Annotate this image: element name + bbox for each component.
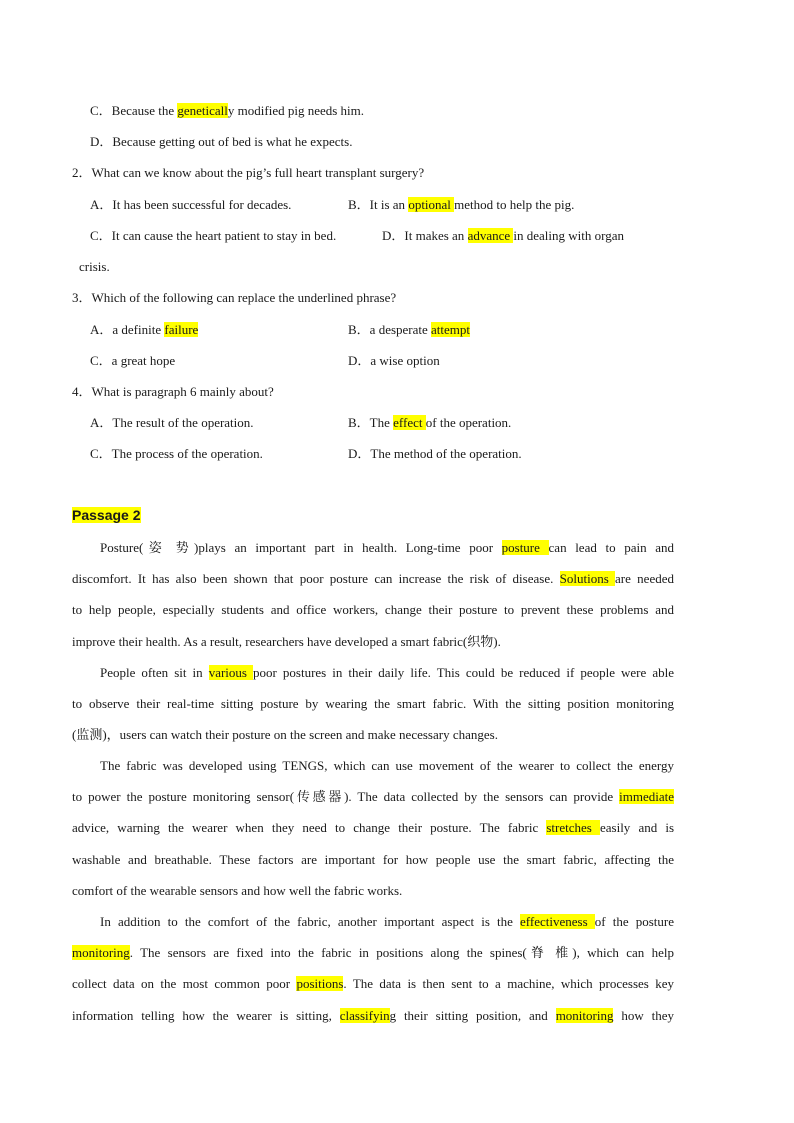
highlight: failure (164, 322, 199, 337)
q2-stem: 2．What can we know about the pig’s full heart transplant surgery? (72, 165, 425, 180)
q4-option-d: D．The method of the operation. (348, 446, 522, 461)
q3-option-b: B．a desperate attempt (348, 322, 471, 337)
q1-option-c: C．Because the genetically modified pig needs him. (90, 103, 365, 118)
q2-option-d-cont: crisis. (79, 259, 110, 274)
passage-paragraph-2: People often sit in various poor postures in their daily life. This could be reduced if people were able to observe their real-time sitting posture by wearing the smart fabric. With the sitting position monitoring (监测)，users can watch their posture on the screen and make necessary changes. (72, 665, 674, 743)
passage-paragraph-1: Posture(姿 势)plays an important part in health. Long-time poor posture can lead to pain and discomfort. It has also been shown that poor posture can increase the risk of disease. Solutions are needed to help people, especially students and office workers, change their posture to prevent these problems and improve their health. As a result, researchers have developed a smart fabric(织物). (72, 540, 674, 649)
highlight: advance (467, 228, 514, 243)
q4-option-b: B．The effect of the operation. (348, 415, 512, 430)
q1-option-d: D．Because getting out of bed is what he expects. (90, 134, 353, 149)
passage-paragraph-3: The fabric was developed using TENGS, which can use movement of the wearer to collect the energy to power the posture monitoring sensor(传感器). The data collected by the sensors can provide immediate advice, warning the wearer when they need to change their posture. The fabric stretches easily and is washable and breathable. These factors are important for how people use the smart fabric, affecting the comfort of the wearable sensors and how well the fabric works. (72, 758, 675, 898)
q2-option-d: D．It makes an advance in dealing with organ (382, 228, 625, 243)
highlight: optional (408, 197, 455, 212)
q4-option-a: A．The result of the operation. (90, 415, 254, 430)
highlight: geneticall (177, 103, 228, 118)
q3-stem: 3．Which of the following can replace the underlined phrase? (72, 290, 397, 305)
passage-title: Passage 2 (72, 507, 141, 523)
highlight: effect (393, 415, 426, 430)
q3-option-a: A．a definite failure (90, 322, 199, 337)
highlight: attempt (431, 322, 471, 337)
q2-option-c: C．It can cause the heart patient to stay in bed. (90, 228, 337, 243)
q2-option-b: B．It is an optional method to help the pig. (348, 197, 575, 212)
passage-paragraph-4: In addition to the comfort of the fabric, another important aspect is the effectiveness of the posture monitoring. The sensors are fixed into the fabric in positions along the spines(脊 椎), which can help collect data on the most common poor positions. The data is then sent to a machine, which processes key information telling how the wearer is sitting, classifying their sitting position, and monitoring how they (72, 914, 674, 1023)
q4-stem: 4．What is paragraph 6 mainly about? (72, 384, 274, 399)
q3-option-c: C．a great hope (90, 353, 176, 368)
q4-option-c: C．The process of the operation. (90, 446, 263, 461)
q2-option-a: A．It has been successful for decades. (90, 197, 292, 212)
q3-option-d: D．a wise option (348, 353, 440, 368)
